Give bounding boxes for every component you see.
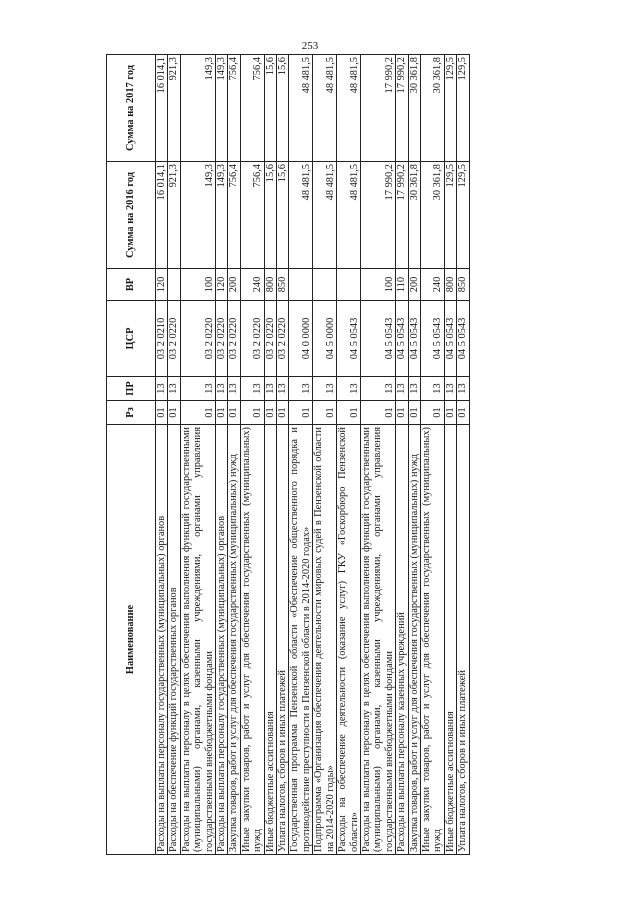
cell-csr: 03 2 0220: [168, 301, 180, 377]
cell-sum2017: 149,3: [216, 55, 228, 162]
cell-rz: 01: [444, 401, 456, 425]
cell-sum2017: 921,3: [168, 55, 180, 162]
header-rz: Рз: [107, 401, 156, 425]
cell-vr: 240: [420, 269, 444, 301]
cell-sum2017: 30 361,8: [408, 55, 420, 162]
cell-pr: 13: [337, 377, 361, 401]
cell-csr: 03 2 0220: [180, 301, 215, 377]
cell-sum2016: 149,3: [180, 162, 215, 269]
budget-table: [106, 54, 470, 855]
page-number: 253: [301, 40, 319, 52]
header-vr: ВР: [107, 269, 156, 301]
cell-rz: 01: [396, 401, 408, 425]
cell-csr: 03 2 0210: [156, 301, 168, 377]
table-row: [396, 55, 408, 855]
cell-rz: 01: [240, 401, 264, 425]
cell-sum2017: 149,3: [180, 55, 215, 162]
cell-sum2016: 149,3: [216, 162, 228, 269]
table-row: [337, 55, 361, 855]
cell-vr: 800: [444, 269, 456, 301]
cell-pr: 13: [313, 377, 337, 401]
table-header: [107, 55, 156, 855]
cell-name: Подпрограмма «Организация обеспечения деятельности мировых судей в Пензенской области на 2014-2020 годы»: [313, 425, 337, 855]
cell-name: Расходы на выплаты персоналу государственных (муниципальных) органов: [216, 425, 228, 855]
table-row: [420, 55, 444, 855]
cell-csr: 04 5 0543: [420, 301, 444, 377]
cell-sum2017: 756,4: [228, 55, 240, 162]
cell-rz: 01: [180, 401, 215, 425]
cell-rz: 01: [168, 401, 180, 425]
cell-rz: 01: [264, 401, 276, 425]
cell-vr: 800: [264, 269, 276, 301]
cell-pr: 13: [264, 377, 276, 401]
cell-vr: 240: [240, 269, 264, 301]
header-pr: ПР: [107, 377, 156, 401]
table-row: [156, 55, 168, 855]
table-row: [180, 55, 215, 855]
table-row: [216, 55, 228, 855]
cell-sum2016: 48 481,5: [337, 162, 361, 269]
cell-sum2016: 16 014,1: [156, 162, 168, 269]
cell-rz: 01: [360, 401, 395, 425]
cell-name: Расходы на выплаты персоналу в целях обеспечения выполнения функций государственными (муниципальными) органами, казенными учреждениями, органами управления государственными внебюджетными фондами: [360, 425, 395, 855]
cell-sum2017: 48 481,5: [289, 55, 313, 162]
cell-sum2016: 15,6: [264, 162, 276, 269]
cell-csr: 04 5 0543: [360, 301, 395, 377]
cell-name: Уплата налогов, сборов и иных платежей: [277, 425, 289, 855]
cell-sum2017: 17 990,2: [396, 55, 408, 162]
cell-sum2017: 15,6: [277, 55, 289, 162]
cell-name: Закупка товаров, работ и услуг для обеспечения государственных (муниципальных) нужд: [408, 425, 420, 855]
table-row: [360, 55, 395, 855]
rotated-table-container: [106, 55, 545, 855]
table-row: [277, 55, 289, 855]
cell-pr: 13: [444, 377, 456, 401]
cell-sum2017: 16 014,1: [156, 55, 168, 162]
cell-rz: 01: [216, 401, 228, 425]
table-row: [228, 55, 240, 855]
header-csr: ЦСР: [107, 301, 156, 377]
cell-rz: 01: [313, 401, 337, 425]
cell-name: Иные закупки товаров, работ и услуг для обеспечения государственных (муниципальных) нужд: [420, 425, 444, 855]
cell-sum2017: 30 361,8: [420, 55, 444, 162]
cell-name: Расходы на выплаты персоналу в целях обеспечения выполнения функций государственными (муниципальными) органами, казенными учреждениями, органами управления государственными внебюджетными фондами: [180, 425, 215, 855]
cell-pr: 13: [216, 377, 228, 401]
cell-pr: 13: [457, 377, 469, 401]
cell-name: Уплата налогов, сборов и иных платежей: [457, 425, 469, 855]
cell-sum2017: 15,6: [264, 55, 276, 162]
cell-vr: [289, 269, 313, 301]
cell-rz: 01: [277, 401, 289, 425]
cell-pr: 13: [289, 377, 313, 401]
cell-csr: 04 5 0000: [313, 301, 337, 377]
table-row: [457, 55, 469, 855]
cell-pr: 13: [228, 377, 240, 401]
cell-sum2016: 129,5: [444, 162, 456, 269]
cell-csr: 04 5 0543: [396, 301, 408, 377]
cell-vr: 110: [396, 269, 408, 301]
cell-csr: 04 5 0543: [444, 301, 456, 377]
cell-csr: 04 5 0543: [408, 301, 420, 377]
cell-sum2016: 17 990,2: [360, 162, 395, 269]
cell-vr: 200: [228, 269, 240, 301]
cell-vr: 200: [408, 269, 420, 301]
cell-name: Расходы на выплаты персоналу государственных (муниципальных) органов: [156, 425, 168, 855]
table-row: [289, 55, 313, 855]
cell-csr: 04 5 0543: [457, 301, 469, 377]
cell-sum2017: 17 990,2: [360, 55, 395, 162]
cell-sum2016: 921,3: [168, 162, 180, 269]
table-row: [264, 55, 276, 855]
cell-sum2016: 48 481,5: [313, 162, 337, 269]
cell-sum2017: 756,4: [240, 55, 264, 162]
cell-sum2016: 48 481,5: [289, 162, 313, 269]
cell-sum2016: 756,4: [240, 162, 264, 269]
table-row: [168, 55, 180, 855]
cell-vr: [313, 269, 337, 301]
table-row: [313, 55, 337, 855]
cell-sum2016: 30 361,8: [408, 162, 420, 269]
cell-vr: 100: [360, 269, 395, 301]
table-row: [444, 55, 456, 855]
cell-csr: 03 2 0220: [277, 301, 289, 377]
header-sum-2017: Сумма на 2017 год: [107, 55, 156, 162]
table-row: [408, 55, 420, 855]
cell-csr: 03 2 0220: [264, 301, 276, 377]
cell-name: Расходы на обеспечение функций государственных органов: [168, 425, 180, 855]
cell-vr: [337, 269, 361, 301]
cell-rz: 01: [337, 401, 361, 425]
cell-name: Иные бюджетные ассигнования: [444, 425, 456, 855]
cell-vr: 850: [457, 269, 469, 301]
cell-csr: 04 5 0543: [337, 301, 361, 377]
cell-csr: 03 2 0220: [228, 301, 240, 377]
cell-name: Иные бюджетные ассигнования: [264, 425, 276, 855]
cell-vr: [168, 269, 180, 301]
cell-rz: 01: [457, 401, 469, 425]
cell-pr: 13: [168, 377, 180, 401]
table-row: [240, 55, 264, 855]
table-body: [156, 55, 470, 855]
cell-sum2016: 17 990,2: [396, 162, 408, 269]
cell-pr: 13: [156, 377, 168, 401]
cell-vr: 120: [216, 269, 228, 301]
cell-sum2016: 15,6: [277, 162, 289, 269]
cell-pr: 13: [277, 377, 289, 401]
cell-sum2016: 30 361,8: [420, 162, 444, 269]
cell-name: Государственная программа Пензенской области «Обеспечение общественного порядка и противодействие преступности в Пензенской области в 2014-2020 годах»: [289, 425, 313, 855]
cell-vr: 120: [156, 269, 168, 301]
header-sum-2016: Сумма на 2016 год: [107, 162, 156, 269]
cell-rz: 01: [289, 401, 313, 425]
header-name: Наименование: [107, 425, 156, 855]
cell-sum2017: 129,5: [457, 55, 469, 162]
cell-name: Иные закупки товаров, работ и услуг для обеспечения государственных (муниципальных) нужд: [240, 425, 264, 855]
cell-sum2017: 129,5: [444, 55, 456, 162]
cell-rz: 01: [228, 401, 240, 425]
cell-csr: 03 2 0220: [216, 301, 228, 377]
cell-name: Закупка товаров, работ и услуг для обеспечения государственных (муниципальных) нужд: [228, 425, 240, 855]
cell-pr: 13: [240, 377, 264, 401]
cell-name: Расходы на обеспечение деятельности (оказание услуг) ГКУ «Госкорбюро Пензенской области»: [337, 425, 361, 855]
cell-pr: 13: [420, 377, 444, 401]
cell-csr: 03 2 0220: [240, 301, 264, 377]
cell-rz: 01: [156, 401, 168, 425]
header-row: [107, 55, 156, 855]
cell-sum2016: 129,5: [457, 162, 469, 269]
cell-rz: 01: [408, 401, 420, 425]
cell-pr: 13: [408, 377, 420, 401]
cell-csr: 04 0 0000: [289, 301, 313, 377]
cell-rz: 01: [420, 401, 444, 425]
cell-sum2017: 48 481,5: [313, 55, 337, 162]
cell-name: Расходы на выплаты персоналу казенных учреждений: [396, 425, 408, 855]
cell-vr: 100: [180, 269, 215, 301]
cell-pr: 13: [396, 377, 408, 401]
cell-vr: 850: [277, 269, 289, 301]
cell-sum2016: 756,4: [228, 162, 240, 269]
cell-pr: 13: [360, 377, 395, 401]
cell-sum2017: 48 481,5: [337, 55, 361, 162]
cell-pr: 13: [180, 377, 215, 401]
